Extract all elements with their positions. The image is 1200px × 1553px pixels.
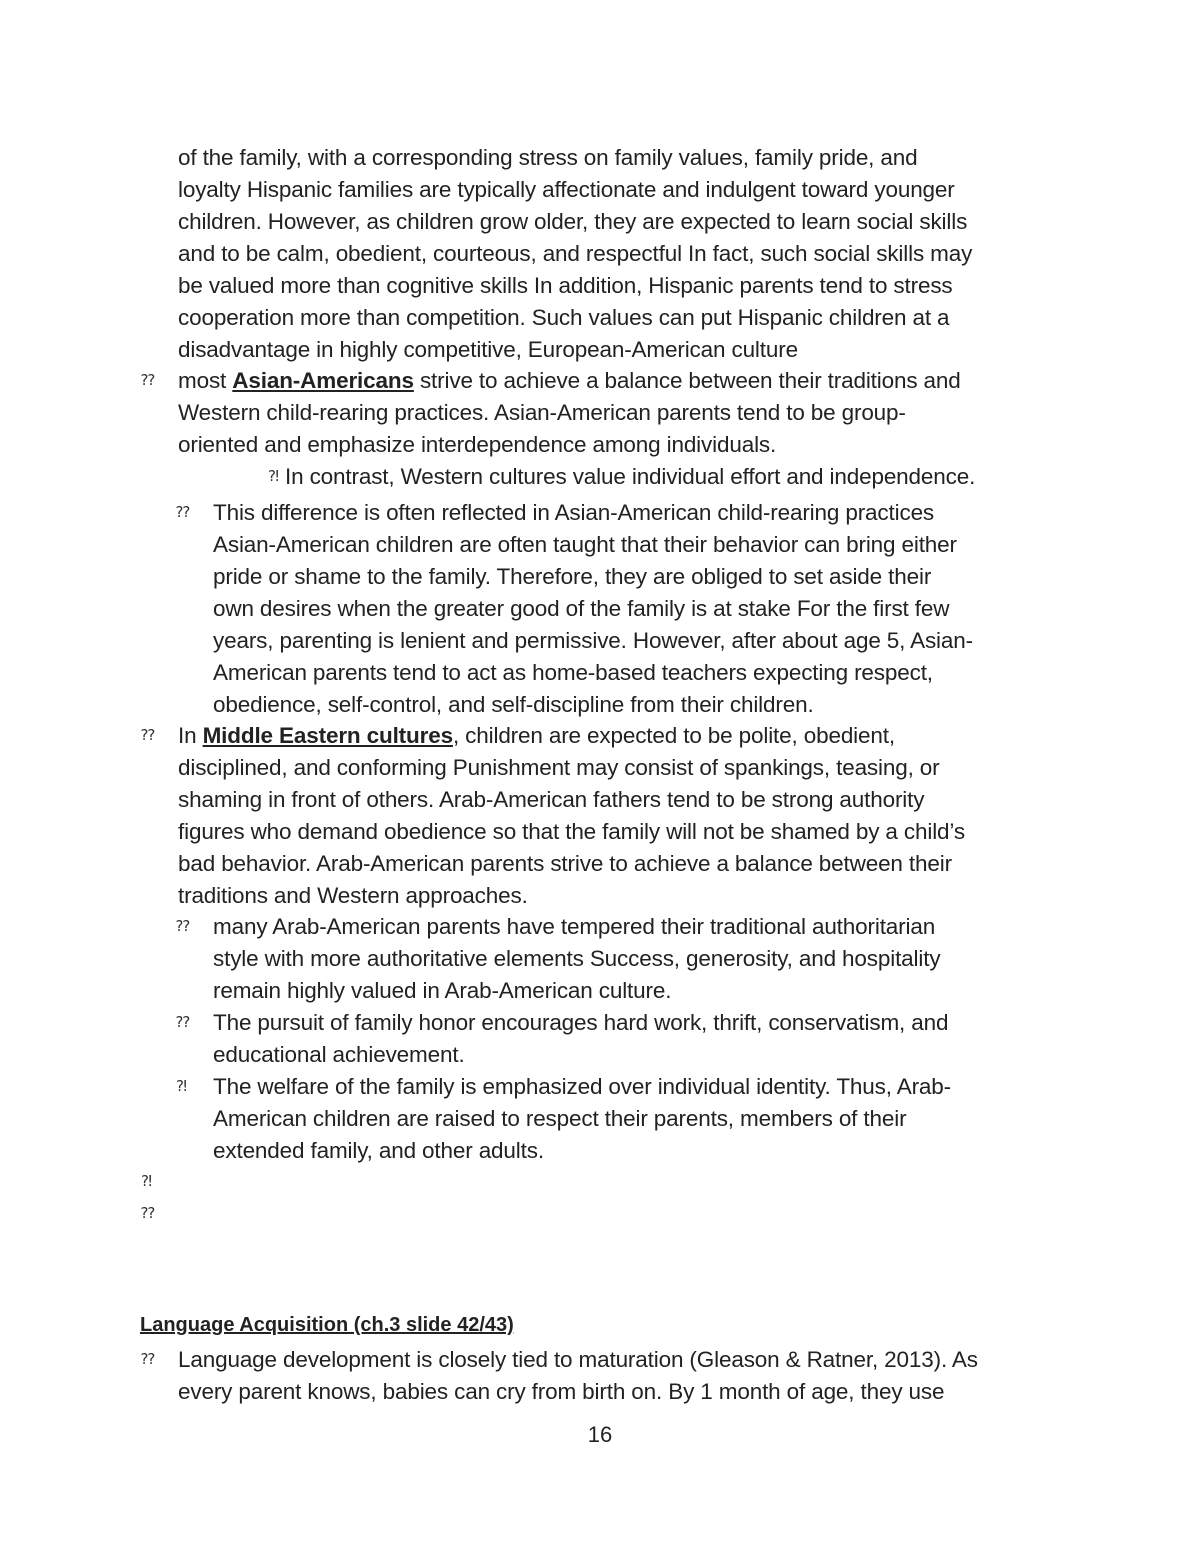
paragraph-line: cooperation more than competition. Such values can put Hispanic children at a — [178, 305, 950, 330]
bullet-icon: ⁈ — [176, 1078, 187, 1095]
bullet-line: shaming in front of others. Arab-American fathers tend to be strong authority — [178, 787, 925, 812]
bullet-icon: ⁇ — [176, 918, 190, 935]
sub-bullet-line: own desires when the greater good of the family is at stake For the first few — [213, 596, 950, 621]
page-number: 16 — [587, 1422, 613, 1447]
paragraph-line: of the family, with a corresponding stress on family values, family pride, and — [178, 145, 918, 170]
bullet-line: Language development is closely tied to maturation (Gleason & Ratner, 2013). As — [178, 1347, 978, 1372]
paragraph-line: be valued more than cognitive skills In addition, Hispanic parents tend to stress — [178, 273, 953, 298]
section-heading: Language Acquisition (ch.3 slide 42/43) — [140, 1314, 514, 1336]
bullet-line — [178, 720, 895, 752]
bullet-line: Western child-rearing practices. Asian-American parents tend to be group- — [178, 400, 906, 425]
sub-bullet-line: In contrast, Western cultures value individual effort and independence. — [285, 464, 976, 489]
sub-bullet-line: pride or shame to the family. Therefore, they are obliged to set aside their — [213, 564, 932, 589]
term-middle-eastern-cultures: Middle Eastern cultures — [202, 723, 453, 748]
bullet-line: bad behavior. Arab-American parents strive to achieve a balance between their — [178, 851, 952, 876]
sub-bullet-line: American children are raised to respect their parents, members of their — [213, 1106, 907, 1131]
bullet-icon: ⁇ — [141, 727, 155, 744]
bullet-line: every parent knows, babies can cry from birth on. By 1 month of age, they use — [178, 1379, 945, 1404]
sub-bullet-line: educational achievement. — [213, 1042, 465, 1067]
bullet-text: , children are expected to be polite, obedient, — [452, 723, 895, 748]
paragraph-line: disadvantage in highly competitive, European-American culture — [178, 337, 798, 362]
bullet-text: strive to achieve a balance between their traditions and — [413, 368, 961, 393]
paragraph-line: children. However, as children grow older, they are expected to learn social skills — [178, 209, 968, 234]
bullet-prefix: In — [178, 723, 203, 748]
sub-bullet-line: The pursuit of family honor encourages hard work, thrift, conservatism, and — [213, 1010, 949, 1035]
sub-bullet-line: This difference is often reflected in Asian-American child-rearing practices — [213, 500, 935, 525]
sub-bullet-line: The welfare of the family is emphasized over individual identity. Thus, Arab- — [213, 1074, 951, 1099]
sub-bullet-line: Asian-American children are often taught that their behavior can bring either — [213, 532, 957, 557]
sub-bullet-line: American parents tend to act as home-based teachers expecting respect, — [213, 660, 933, 685]
bullet-line: disciplined, and conforming Punishment may consist of spankings, teasing, or — [178, 755, 940, 780]
bullet-line — [178, 365, 961, 397]
paragraph-line: and to be calm, obedient, courteous, and respectful In fact, such social skills may — [178, 241, 973, 266]
bullet-icon: ⁇ — [176, 504, 190, 521]
sub-bullet-line: extended family, and other adults. — [213, 1138, 544, 1163]
bullet-prefix: most — [178, 368, 233, 393]
sub-bullet-line: remain highly valued in Arab-American culture. — [213, 978, 672, 1003]
sub-bullet-line: obedience, self-control, and self-discipline from their children. — [213, 692, 814, 717]
bullet-line: traditions and Western approaches. — [178, 883, 528, 908]
sub-bullet-line: style with more authoritative elements Success, generosity, and hospitality — [213, 946, 941, 971]
sub-bullet-line: many Arab-American parents have tempered their traditional authoritarian — [213, 914, 936, 939]
bullet-icon: ⁈ — [268, 468, 279, 485]
bullet-icon: ⁇ — [141, 1351, 155, 1368]
paragraph-line: loyalty Hispanic families are typically affectionate and indulgent toward younger — [178, 177, 955, 202]
sub-bullet-line: years, parenting is lenient and permissive. However, after about age 5, Asian- — [213, 628, 973, 653]
bullet-icon: ⁇ — [141, 372, 155, 389]
bullet-icon: ⁈ — [141, 1173, 152, 1190]
bullet-icon: ⁇ — [141, 1205, 155, 1222]
term-asian-americans: Asian-Americans — [232, 368, 414, 393]
bullet-icon: ⁇ — [176, 1014, 190, 1031]
bullet-line: oriented and emphasize interdependence among individuals. — [178, 432, 777, 457]
bullet-line: figures who demand obedience so that the family will not be shamed by a child’s — [178, 819, 965, 844]
